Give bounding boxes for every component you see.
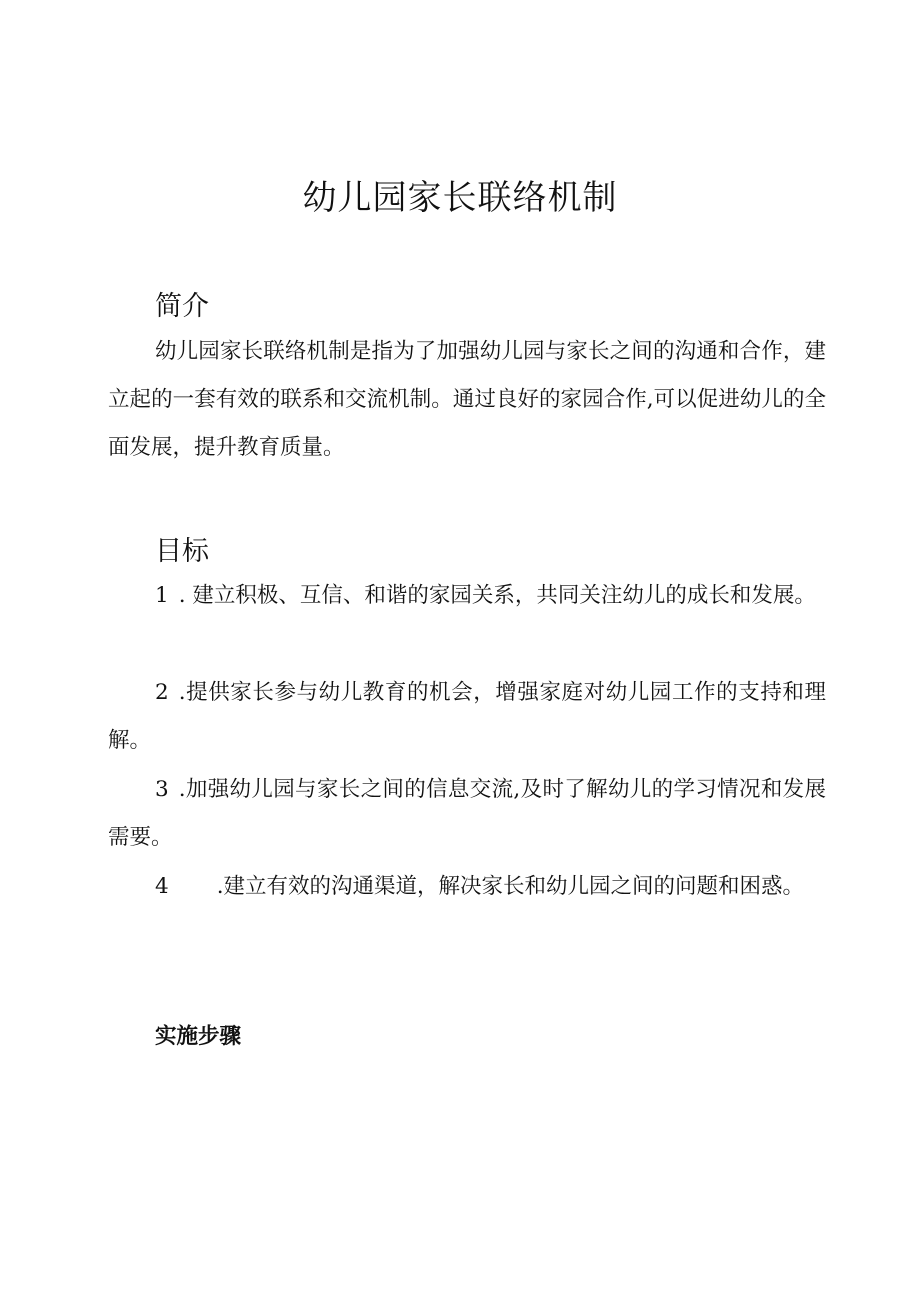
- goal-number: 3: [155, 777, 169, 802]
- goal-item: [108, 863, 826, 911]
- goal-item: [108, 572, 826, 620]
- goal-number: 4: [155, 874, 169, 899]
- section-heading-intro: 简介: [155, 291, 209, 322]
- goal-text: .加强幼儿园与家长之间的信息交流,及时了解幼儿的学习情况和发展需要。: [108, 777, 826, 850]
- goal-item: [108, 766, 826, 862]
- intro-paragraph: 幼儿园家长联络机制是指为了加强幼儿园与家长之间的沟通和合作，建立起的一套有效的联系和交流机制。通过良好的家园合作,可以促进幼儿的全面发展，提升教育质量。: [108, 339, 826, 460]
- goal-text: .建立有效的沟通渠道，解决家长和幼儿园之间的问题和困惑。: [216, 874, 805, 899]
- section-heading-goals: 目标: [155, 536, 209, 567]
- section-heading-implementation: 实施步骤: [155, 1024, 242, 1049]
- goal-text: . 建立积极、互信、和谐的家园关系，共同关注幼儿的成长和发展。: [178, 583, 816, 608]
- document-title: 幼儿园家长联络机制: [302, 178, 618, 218]
- goal-number: 1: [155, 583, 169, 608]
- goal-item: [108, 669, 826, 765]
- goal-text: .提供家长参与幼儿教育的机会，增强家庭对幼儿园工作的支持和理解。: [108, 680, 826, 753]
- goal-number: 2: [155, 680, 169, 705]
